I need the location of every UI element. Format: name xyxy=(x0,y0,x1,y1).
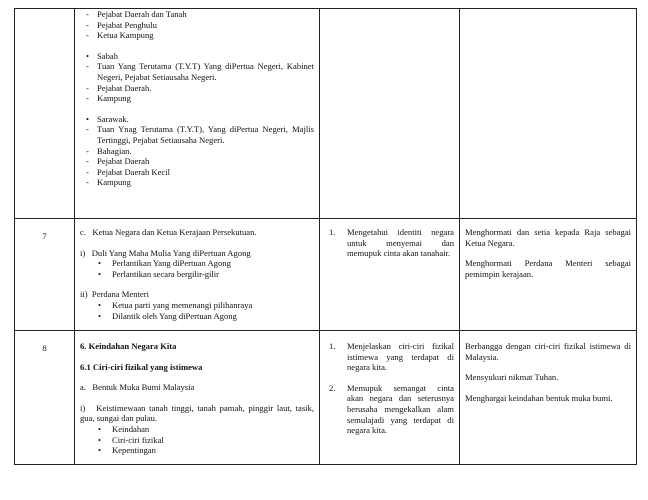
section-title: 6. Keindahan Negara Kita xyxy=(80,341,177,351)
list xyxy=(80,61,314,103)
list-item: - Pejabat Daerah Kecil xyxy=(80,167,314,178)
value-cell xyxy=(460,219,637,331)
section-heading: c. Ketua Negara dan Ketua Kerajaan Persekutuan. xyxy=(80,227,257,237)
list-item: - Kampung xyxy=(80,93,314,104)
value-text: Berbangga dengan ciri-ciri fizikal istimewa di Malaysia. xyxy=(465,341,631,362)
list-item: - Pejabat Daerah dan Tanah xyxy=(80,9,314,20)
list-item: • Dilantik oleh Yang diPertuan Agong xyxy=(80,311,314,322)
list-item: - Tuan Ynag Terutama (T.Y.T), Yang diPertua Negeri, Majlis Tertinggi, Pejabat Setiausaha Negeri. xyxy=(80,124,314,145)
list-item: • Kepentingan xyxy=(80,445,314,456)
sub-heading: a. Bentuk Muka Bumi Malaysia xyxy=(80,382,195,393)
outcome-list xyxy=(325,227,454,259)
outcome-cell xyxy=(320,219,460,331)
outcome-cell xyxy=(320,9,460,219)
list-item xyxy=(325,341,454,373)
outcome-list xyxy=(325,341,454,436)
list-item: - Bahagian. xyxy=(80,146,314,157)
table-row xyxy=(15,9,637,219)
content-cell xyxy=(75,219,320,331)
list xyxy=(80,124,314,188)
list-item xyxy=(325,227,454,259)
list xyxy=(80,9,314,41)
list xyxy=(80,424,314,456)
sub-heading: i) Duli Yang Maha Mulia Yang diPertuan Agong xyxy=(80,247,251,258)
sub-heading: ii) Perdana Menteri xyxy=(80,289,149,300)
item-text: Menjelaskan ciri-ciri fizikal istimewa yang terdapat di negara kita. xyxy=(347,341,454,373)
list-item: - Pejabat Daerah. xyxy=(80,83,314,94)
item-text: Mengetahui identiti negara untuk menyemai dan memupuk cinta akan tanahair. xyxy=(347,227,454,259)
value-text: Menghormati Perdana Menteri sebagai pemimpin kerajaan. xyxy=(465,258,631,279)
list-item: • Keindahan xyxy=(80,424,314,435)
list-item: • Perlantikan secara bergilir-gilir xyxy=(80,269,314,280)
value-text: Mensyukuri nikmat Tuhan. xyxy=(465,372,559,383)
list xyxy=(80,51,314,62)
value-cell xyxy=(460,9,637,219)
list xyxy=(80,258,314,279)
content-cell xyxy=(75,331,320,465)
section-subtitle: 6.1 Ciri-ciri fizikal yang istimewa xyxy=(80,361,203,372)
list xyxy=(80,300,314,321)
value-cell xyxy=(460,331,637,465)
week-cell: 8 xyxy=(15,331,75,465)
list-item: - Kampung xyxy=(80,177,314,188)
list-item: • Ciri-ciri fizikal xyxy=(80,435,314,446)
list-item: - Tuan Yang Terutama (T.Y.T) Yang diPertua Negeri, Kabinet Negeri, Pejabat Setiausaha Negeri. xyxy=(80,61,314,82)
sub-heading: i) Keistimewaan tanah tinggi, tanah pamah, pinggir laut, tasik, gua, sungai dan pulau. xyxy=(80,402,317,424)
week-cell xyxy=(15,9,75,219)
list-item: - Pejabat Daerah xyxy=(80,156,314,167)
list xyxy=(80,114,314,125)
list-item: - Pejabat Penghulu xyxy=(80,20,314,31)
list-item: • Sarawak. xyxy=(80,114,314,125)
list-item: • Ketua parti yang memenangi pilihanraya xyxy=(80,300,314,311)
item-number: 1. xyxy=(329,227,336,237)
list-item: - Ketua Kampung xyxy=(80,30,314,41)
outcome-cell xyxy=(320,331,460,465)
content-cell xyxy=(75,9,320,219)
table-row xyxy=(15,331,637,465)
item-text: Memupuk semangat cinta akan negara dan seterusnya berusaha mengekalkan alam semulajadi yang terdapat di negara kita. xyxy=(347,382,454,436)
syllabus-table xyxy=(14,8,637,465)
value-text: Menghormati dan setia kepada Raja sebagai Ketua Negara. xyxy=(465,227,631,248)
value-text: Menghargai keindahan bentuk muka bumi. xyxy=(465,392,613,403)
item-number: 2. xyxy=(329,382,336,393)
list-item: • Sabah xyxy=(80,51,314,62)
item-number: 1. xyxy=(329,341,336,351)
list-item: • Perlantikan Yang diPertuan Agong xyxy=(80,258,314,269)
week-cell: 7 xyxy=(15,219,75,331)
table-row xyxy=(15,219,637,331)
list-item xyxy=(325,383,454,436)
